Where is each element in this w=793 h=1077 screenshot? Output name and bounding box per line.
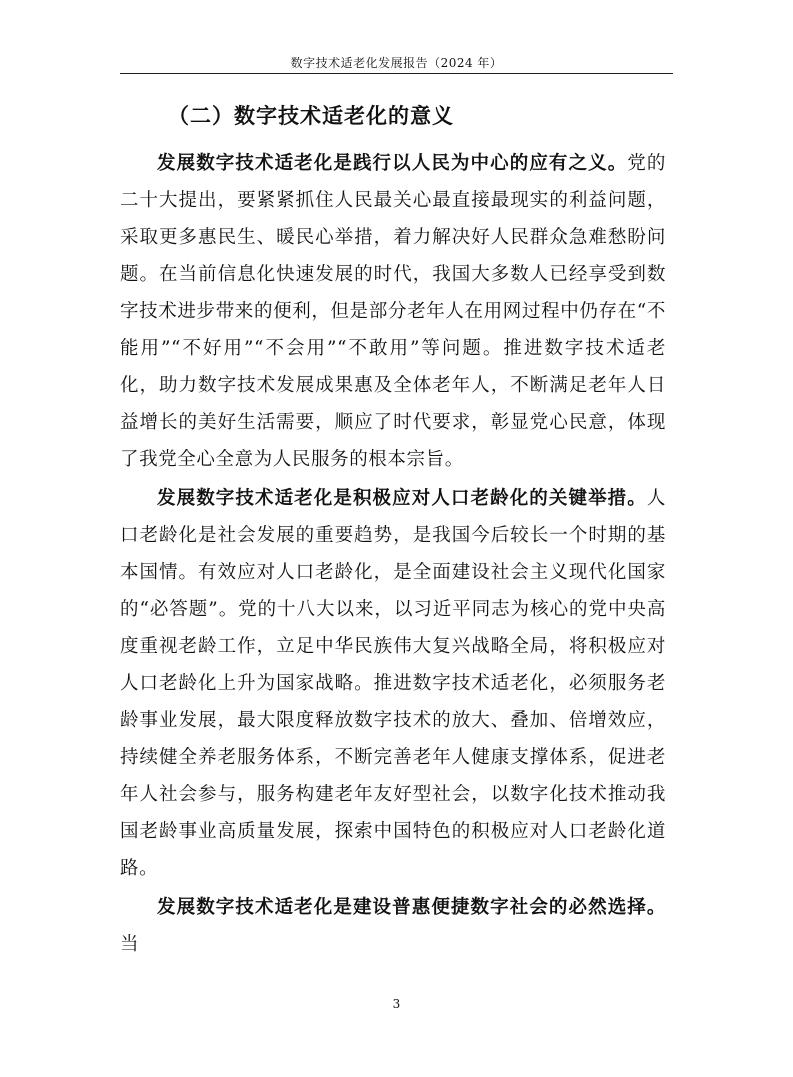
page-number: 3 (392, 997, 401, 1011)
paragraph-3-lead: 发展数字技术适老化是建设普惠便捷数字社会的必然选择。 (157, 897, 666, 918)
paragraph-3-text: 当 (120, 934, 140, 955)
header-divider (120, 73, 673, 74)
paragraph-2-lead: 发展数字技术适老化是积极应对人口老龄化的关键举措。 (157, 488, 647, 509)
paragraph-1 (120, 145, 666, 478)
paragraph-2 (120, 480, 666, 887)
paragraph-1-lead: 发展数字技术适老化是践行以人民为中心的应有之义。 (157, 153, 628, 174)
paragraph-2-text: 人口老龄化是社会发展的重要趋势，是我国今后较长一个时期的基本国情。有效应对人口老龄化，是全面建设社会主义现代化国家的“必答题”。党的十八大以来，以习近平同志为核心的党中央高度重视老龄工作，立足中华民族伟大复兴战略全局，将积极应对人口老龄化上升为国家战略。推进数字技术适老化，必须服务老龄事业发展，最大限度释放数字技术的放大、叠加、倍增效应，持续健全养老服务体系，不断完善老年人健康支撑体系，促进老年人社会参与，服务构建老年友好型社会，以数字化技术推动我国老龄事业高质量发展，探索中国特色的积极应对人口老龄化道路。 (120, 488, 666, 879)
running-header: 数字技术适老化发展报告（2024 年） (290, 56, 503, 70)
paragraph-1-text: 党的二十大提出，要紧紧抓住人民最关心最直接最现实的利益问题，采取更多惠民生、暖民心举措，着力解决好人民群众急难愁盼问题。在当前信息化快速发展的时代，我国大多数人已经享受到数字技术进步带来的便利，但是部分老年人在用网过程中仍存在“不能用”“不好用”“不会用”“不敢用”等问题。推进数字技术适老化，助力数字技术发展成果惠及全体老年人，不断满足老年人日益增长的美好生活需要，顺应了时代要求，彰显党心民意，体现了我党全心全意为人民服务的根本宗旨。 (120, 153, 666, 470)
paragraph-3 (120, 889, 666, 963)
section-heading: （二）数字技术适老化的意义 (168, 104, 454, 128)
body-text (120, 145, 666, 965)
